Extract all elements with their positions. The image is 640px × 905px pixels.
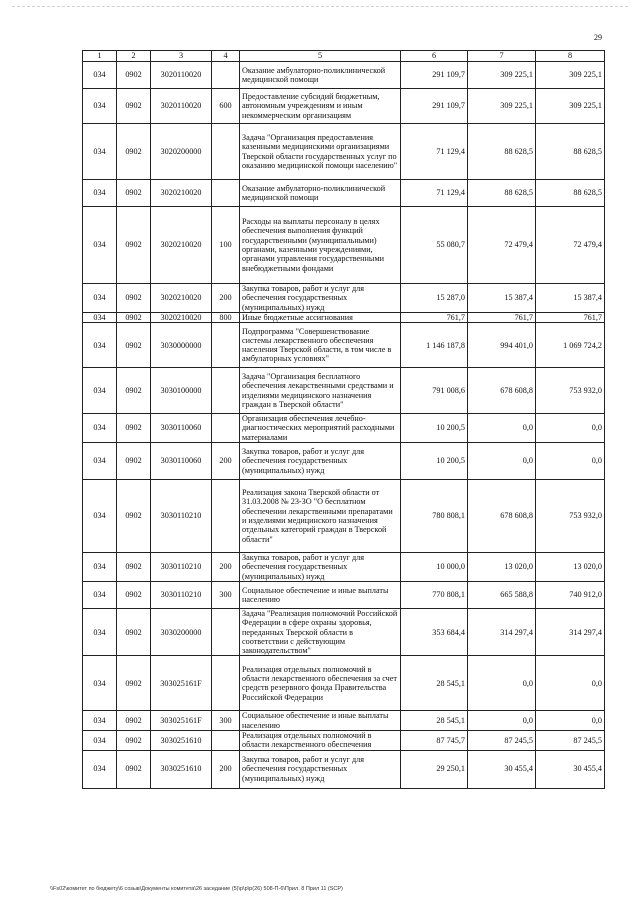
razdel-cell: 0902 — [117, 711, 151, 731]
target-article-cell: 3020110020 — [151, 62, 212, 89]
amount-2021-cell: 30 455,4 — [536, 750, 605, 788]
razdel-cell: 0902 — [117, 323, 151, 368]
target-article-cell: 3020210020 — [151, 180, 212, 207]
table-row — [83, 443, 605, 480]
amount-2021-cell: 761,7 — [536, 312, 605, 322]
amount-2021-cell: 309 225,1 — [536, 89, 605, 124]
expense-type-cell: 300 — [212, 581, 240, 608]
amount-2020-cell: 0,0 — [468, 656, 536, 711]
expense-type-cell — [212, 180, 240, 207]
vedomstvo-cell: 034 — [83, 207, 117, 284]
razdel-cell: 0902 — [117, 312, 151, 322]
item-name-cell: Закупка товаров, работ и услуг для обеспечения государственных (муниципальных) нужд — [240, 284, 401, 313]
item-name-cell: Социальное обеспечение и иные выплаты населению — [240, 711, 401, 731]
amount-2020-cell: 72 479,4 — [468, 207, 536, 284]
amount-2020-cell: 15 387,4 — [468, 284, 536, 313]
amount-2021-cell: 740 912,0 — [536, 581, 605, 608]
vedomstvo-cell: 034 — [83, 656, 117, 711]
amount-2020-cell: 88 628,5 — [468, 180, 536, 207]
target-article-cell: 3030110210 — [151, 553, 212, 582]
expense-type-cell: 800 — [212, 312, 240, 322]
vedomstvo-cell: 034 — [83, 180, 117, 207]
item-name-cell: Задача "Реализация полномочий Российской Федерации в сфере охраны здоровья, переданных Тверской области в соответствии с действующим законодательством" — [240, 608, 401, 655]
amount-2019-cell: 87 745,7 — [401, 731, 468, 751]
col-header: 1 — [83, 51, 117, 62]
razdel-cell: 0902 — [117, 553, 151, 582]
col-header: 6 — [401, 51, 468, 62]
expense-type-cell: 200 — [212, 284, 240, 313]
amount-2021-cell: 0,0 — [536, 711, 605, 731]
amount-2020-cell: 87 245,5 — [468, 731, 536, 751]
expense-type-cell — [212, 414, 240, 443]
vedomstvo-cell: 034 — [83, 443, 117, 480]
expense-type-cell — [212, 323, 240, 368]
vedomstvo-cell: 034 — [83, 124, 117, 180]
expense-type-cell: 200 — [212, 750, 240, 788]
amount-2019-cell: 28 545,1 — [401, 656, 468, 711]
razdel-cell: 0902 — [117, 581, 151, 608]
target-article-cell: 3030251610 — [151, 731, 212, 751]
target-article-cell: 303025161F — [151, 656, 212, 711]
amount-2019-cell: 15 287,0 — [401, 284, 468, 313]
razdel-cell: 0902 — [117, 443, 151, 480]
vedomstvo-cell: 034 — [83, 480, 117, 553]
amount-2021-cell: 0,0 — [536, 656, 605, 711]
table-row — [83, 312, 605, 322]
col-header: 4 — [212, 51, 240, 62]
amount-2019-cell: 1 146 187,8 — [401, 323, 468, 368]
item-name-cell: Расходы на выплаты персоналу в целях обеспечения выполнения функций государственными (муниципальными) органами, казенными учреждениями, органами управления государственными внебюджетными фондами — [240, 207, 401, 284]
target-article-cell: 3020200000 — [151, 124, 212, 180]
target-article-cell: 303025161F — [151, 711, 212, 731]
razdel-cell: 0902 — [117, 368, 151, 414]
amount-2019-cell: 291 109,7 — [401, 62, 468, 89]
table-row — [83, 581, 605, 608]
target-article-cell: 3030110060 — [151, 414, 212, 443]
expense-type-cell: 300 — [212, 711, 240, 731]
amount-2021-cell: 13 020,0 — [536, 553, 605, 582]
razdel-cell: 0902 — [117, 656, 151, 711]
item-name-cell: Закупка товаров, работ и услуг для обеспечения государственных (муниципальных) нужд — [240, 443, 401, 480]
amount-2020-cell: 761,7 — [468, 312, 536, 322]
amount-2019-cell: 761,7 — [401, 312, 468, 322]
amount-2021-cell: 753 932,0 — [536, 368, 605, 414]
amount-2021-cell: 88 628,5 — [536, 124, 605, 180]
amount-2020-cell: 309 225,1 — [468, 89, 536, 124]
item-name-cell: Оказание амбулаторно-поликлинической медицинской помощи — [240, 62, 401, 89]
target-article-cell: 3020110020 — [151, 89, 212, 124]
amount-2019-cell: 55 080,7 — [401, 207, 468, 284]
amount-2020-cell: 0,0 — [468, 711, 536, 731]
table-row — [83, 180, 605, 207]
amount-2021-cell: 0,0 — [536, 443, 605, 480]
table-row — [83, 368, 605, 414]
target-article-cell: 3020210020 — [151, 284, 212, 313]
vedomstvo-cell: 034 — [83, 414, 117, 443]
amount-2020-cell: 13 020,0 — [468, 553, 536, 582]
amount-2020-cell: 88 628,5 — [468, 124, 536, 180]
amount-2019-cell: 71 129,4 — [401, 180, 468, 207]
amount-2019-cell: 791 008,6 — [401, 368, 468, 414]
item-name-cell: Иные бюджетные ассигнования — [240, 312, 401, 322]
table-row — [83, 656, 605, 711]
amount-2019-cell: 780 808,1 — [401, 480, 468, 553]
item-name-cell: Реализация отдельных полномочий в области лекарственного обеспечения за счет средств резервного фонда Правительства Российской Федерации — [240, 656, 401, 711]
item-name-cell: Организация обеспечения лечебно-диагностических мероприятий расходными материалами — [240, 414, 401, 443]
razdel-cell: 0902 — [117, 62, 151, 89]
footer-file-path: \\Fs02\комитет по бюджету\6 созыв\Документы комитета\26 заседание (5)\р\р\р(26) 508-П-6\Прил. 8 Прил 11 (SCP) — [50, 886, 343, 892]
amount-2021-cell: 309 225,1 — [536, 62, 605, 89]
item-name-cell: Задача "Организация бесплатного обеспечения лекарственными средствами и изделиями медицинского назначения граждан в Тверской области" — [240, 368, 401, 414]
vedomstvo-cell: 034 — [83, 553, 117, 582]
col-header: 2 — [117, 51, 151, 62]
amount-2019-cell: 10 200,5 — [401, 443, 468, 480]
vedomstvo-cell: 034 — [83, 368, 117, 414]
amount-2020-cell: 678 608,8 — [468, 480, 536, 553]
razdel-cell: 0902 — [117, 480, 151, 553]
razdel-cell: 0902 — [117, 284, 151, 313]
item-name-cell: Задача "Организация предоставления казенными медицинскими организациями Тверской области государственных услуг по оказанию медицинской помощи населению" — [240, 124, 401, 180]
amount-2020-cell: 0,0 — [468, 414, 536, 443]
target-article-cell: 3030000000 — [151, 323, 212, 368]
item-name-cell: Оказание амбулаторно-поликлинической медицинской помощи — [240, 180, 401, 207]
razdel-cell: 0902 — [117, 124, 151, 180]
expense-type-cell — [212, 368, 240, 414]
razdel-cell: 0902 — [117, 207, 151, 284]
table-row — [83, 62, 605, 89]
target-article-cell: 3020210020 — [151, 312, 212, 322]
expense-type-cell — [212, 62, 240, 89]
amount-2019-cell: 10 000,0 — [401, 553, 468, 582]
scan-artifact-line — [12, 6, 628, 8]
amount-2021-cell: 88 628,5 — [536, 180, 605, 207]
target-article-cell: 3030110210 — [151, 480, 212, 553]
razdel-cell: 0902 — [117, 750, 151, 788]
expense-type-cell: 200 — [212, 553, 240, 582]
table-row — [83, 284, 605, 313]
col-header: 7 — [468, 51, 536, 62]
amount-2020-cell: 678 608,8 — [468, 368, 536, 414]
vedomstvo-cell: 034 — [83, 608, 117, 655]
item-name-cell: Предоставление субсидий бюджетным, автономным учреждениям и иным некоммерческим организациям — [240, 89, 401, 124]
amount-2020-cell: 665 588,8 — [468, 581, 536, 608]
amount-2020-cell: 309 225,1 — [468, 62, 536, 89]
target-article-cell: 3030100000 — [151, 368, 212, 414]
target-article-cell: 3030110060 — [151, 443, 212, 480]
vedomstvo-cell: 034 — [83, 731, 117, 751]
table-row — [83, 608, 605, 655]
vedomstvo-cell: 034 — [83, 284, 117, 313]
razdel-cell: 0902 — [117, 414, 151, 443]
amount-2021-cell: 314 297,4 — [536, 608, 605, 655]
amount-2021-cell: 15 387,4 — [536, 284, 605, 313]
table-row — [83, 207, 605, 284]
table-header-row — [83, 51, 605, 62]
vedomstvo-cell: 034 — [83, 89, 117, 124]
razdel-cell: 0902 — [117, 89, 151, 124]
expense-type-cell — [212, 124, 240, 180]
razdel-cell: 0902 — [117, 731, 151, 751]
item-name-cell: Закупка товаров, работ и услуг для обеспечения государственных (муниципальных) нужд — [240, 553, 401, 582]
amount-2021-cell: 753 932,0 — [536, 480, 605, 553]
target-article-cell: 3020210020 — [151, 207, 212, 284]
amount-2021-cell: 87 245,5 — [536, 731, 605, 751]
item-name-cell: Закупка товаров, работ и услуг для обеспечения государственных (муниципальных) нужд — [240, 750, 401, 788]
razdel-cell: 0902 — [117, 180, 151, 207]
vedomstvo-cell: 034 — [83, 750, 117, 788]
amount-2020-cell: 994 401,0 — [468, 323, 536, 368]
amount-2020-cell: 30 455,4 — [468, 750, 536, 788]
expense-type-cell: 600 — [212, 89, 240, 124]
target-article-cell: 3030200000 — [151, 608, 212, 655]
table-row — [83, 124, 605, 180]
expense-type-cell — [212, 480, 240, 553]
item-name-cell: Подпрограмма "Совершенствование системы лекарственного обеспечения населения Тверской области, в том числе в амбулаторных условиях" — [240, 323, 401, 368]
amount-2021-cell: 1 069 724,2 — [536, 323, 605, 368]
razdel-cell: 0902 — [117, 608, 151, 655]
expense-type-cell: 200 — [212, 443, 240, 480]
item-name-cell: Реализация закона Тверской области от 31.03.2008 № 23-ЗО "О бесплатном обеспечении лекарственными препаратами и изделиями медицинского назначения отдельных категорий граждан в Тверской области" — [240, 480, 401, 553]
table-row — [83, 731, 605, 751]
amount-2019-cell: 71 129,4 — [401, 124, 468, 180]
target-article-cell: 3030110210 — [151, 581, 212, 608]
table-row — [83, 750, 605, 788]
expense-type-cell: 100 — [212, 207, 240, 284]
vedomstvo-cell: 034 — [83, 323, 117, 368]
item-name-cell: Социальное обеспечение и иные выплаты населению — [240, 581, 401, 608]
table-row — [83, 323, 605, 368]
amount-2020-cell: 314 297,4 — [468, 608, 536, 655]
table-row — [83, 711, 605, 731]
vedomstvo-cell: 034 — [83, 711, 117, 731]
expense-type-cell — [212, 656, 240, 711]
item-name-cell: Реализация отдельных полномочий в области лекарственного обеспечения — [240, 731, 401, 751]
amount-2019-cell: 28 545,1 — [401, 711, 468, 731]
table-row — [83, 89, 605, 124]
col-header: 5 — [240, 51, 401, 62]
amount-2019-cell: 29 250,1 — [401, 750, 468, 788]
table-row — [83, 553, 605, 582]
col-header: 8 — [536, 51, 605, 62]
vedomstvo-cell: 034 — [83, 62, 117, 89]
amount-2020-cell: 0,0 — [468, 443, 536, 480]
page-number: 29 — [594, 33, 602, 42]
amount-2019-cell: 770 808,1 — [401, 581, 468, 608]
amount-2021-cell: 72 479,4 — [536, 207, 605, 284]
vedomstvo-cell: 034 — [83, 581, 117, 608]
expense-type-cell — [212, 731, 240, 751]
target-article-cell: 3030251610 — [151, 750, 212, 788]
vedomstvo-cell: 034 — [83, 312, 117, 322]
col-header: 3 — [151, 51, 212, 62]
amount-2019-cell: 291 109,7 — [401, 89, 468, 124]
table-row — [83, 480, 605, 553]
amount-2021-cell: 0,0 — [536, 414, 605, 443]
expense-type-cell — [212, 608, 240, 655]
table-row — [83, 414, 605, 443]
budget-table — [82, 50, 605, 789]
amount-2019-cell: 353 684,4 — [401, 608, 468, 655]
amount-2019-cell: 10 200,5 — [401, 414, 468, 443]
